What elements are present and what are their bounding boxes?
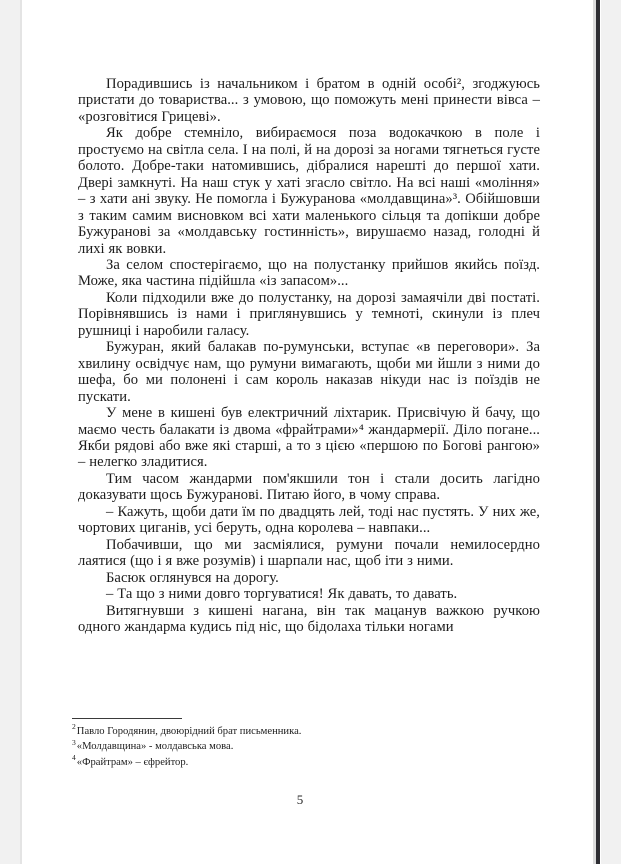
page-right-edge-shadow (601, 0, 621, 864)
footnote-text: «Фрайтрам» – єфрейтор. (76, 756, 189, 768)
paragraph-text: Порадившись із начальником і братом в одній особі², згоджуюсь пристати до товариства... з умовою, що поможуть мені принести вівса – «розговітися Грицеві». (78, 76, 540, 125)
paragraph-text: Коли підходили вже до полустанку, на дорозі замаячіли дві постаті. Порівнявшись із нами і приглянувшись у темноті, скинули із плеч рушниці і наробили галасу. (78, 289, 540, 339)
page-left-seam (20, 0, 22, 864)
paragraph-text: За селом спостерігаємо, що на полустанку прийшов якийсь поїзд. Може, яка частина підійшла «із запасом»... (78, 256, 540, 290)
paragraph (78, 603, 540, 636)
footnote-marker: 4 (72, 753, 76, 763)
page-left-edge-shadow (0, 0, 20, 864)
paragraph (78, 537, 540, 570)
paragraph (78, 125, 540, 257)
footnote-item (72, 739, 542, 754)
paragraph (78, 504, 540, 537)
paragraph (78, 76, 540, 125)
paragraph-text: Бужуран, який балакав по-румунськи, вступає «в переговори». За хвилину освідчує нам, що румуни вимагають, щоби ми йшли з ними до шефа, бо ми полонені і сам король наказав нікуди нас із поїздів не пускати. (78, 339, 540, 405)
paragraph (78, 290, 540, 339)
page-right-binding-seam (596, 0, 600, 864)
page-number: 5 (296, 792, 304, 807)
body-text-column (78, 76, 540, 635)
footnote-marker: 2 (72, 722, 76, 732)
paragraph-text: – Та що з ними довго торгуватися! Як давать, то давать. (106, 586, 458, 603)
paragraph-text: Басюк оглянувся на дорогу. (106, 569, 279, 586)
footnote-item (72, 724, 542, 739)
paragraph (78, 339, 540, 405)
footnote-text: Павло Городянин, двоюрідний брат письменника. (76, 726, 302, 737)
paragraph-text: Тим часом жандарми пом'якшили тон і стали досить лагідно доказувати щось Бужуранові. Питаю його, в чому справа. (78, 470, 540, 504)
footnote-separator-rule (72, 718, 182, 719)
footnote-marker: 3 (72, 737, 76, 747)
paragraph (78, 257, 540, 290)
paragraph (78, 570, 540, 586)
paragraph (78, 471, 540, 504)
paragraph-text: У мене в кишені був електричний ліхтарик. Присвічую й бачу, що маємо честь балакати із двома «фрайтрами»⁴ жандармерії. Діло погане... Якби рядові або вже які старші, а то з цією «першою по Богові рангою» – нелегко зладитися. (78, 405, 540, 471)
paragraph-text: Як добре стемніло, вибираємося поза водокачкою в поле і простуємо на світла села. І на полі, й на дорозі за ногами тягнеться густе болото. Добре-таки натомившись, дібралися нарешті до першої хати. Двері замкнуті. На наш стук у хаті згасло світло. На всі наші «моління» – з хати ані звуку. Не помогла і Бужуранова «молдавщина»³. Обійшовши з таким самим висновком всі хати маленького сільця та допікши добре Бужуранові за «молдавську гостинність», вирушаємо назад, голодні й лихі як вовки. (78, 125, 540, 257)
footnote-text: «Молдавщина» - молдавська мова. (76, 741, 234, 753)
footnote-item (72, 755, 542, 770)
paragraph-text: Побачивши, що ми засміялися, румуни почали немилосердно лаятися (що і я вже розумів) і шарпали нас, щоб іти з ними. (78, 536, 540, 570)
paragraph-text: Витягнувши з кишені нагана, він так мацанув важкою ручкою одного жандарма кудись під ніс, що бідолаха тільки ногами (78, 602, 540, 635)
footnotes-block (72, 718, 542, 770)
paragraph (78, 586, 540, 602)
paragraph (78, 405, 540, 471)
paragraph-text: – Кажуть, щоби дати їм по двадцять лей, тоді нас пустять. У них же, чортових циганів, усі беруть, одна королева – навпаки... (78, 503, 540, 537)
